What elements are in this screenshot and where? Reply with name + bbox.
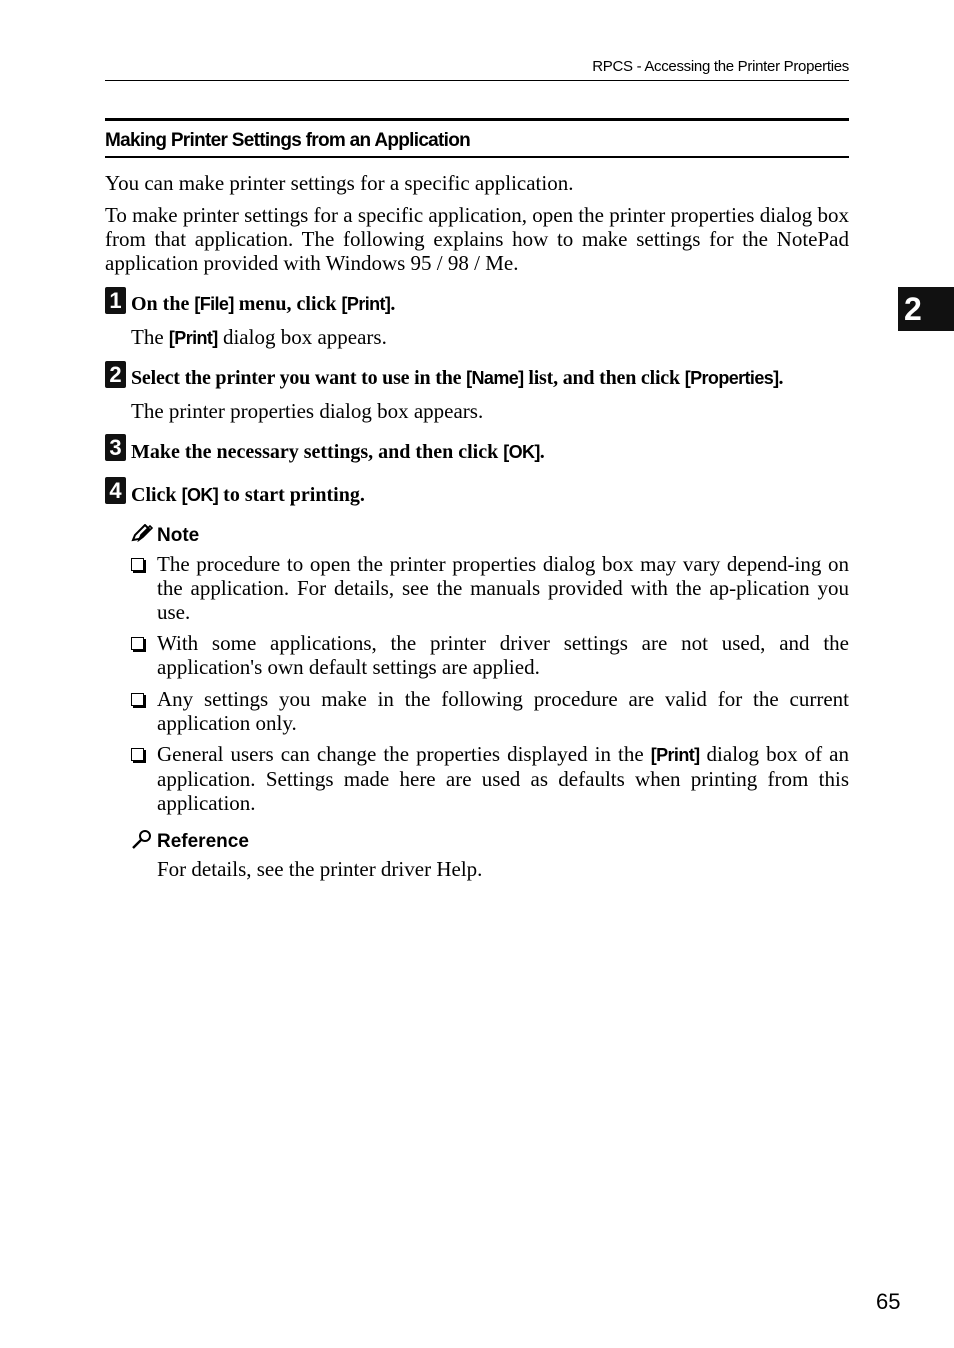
- intro-paragraph-2: To make printer settings for a specific application, open the printer properties dialog box from that application. The following explains how to make settings for the NotePad application provided with Windows 95 / 98 / Me.: [105, 203, 849, 275]
- chapter-tab: 2: [898, 287, 954, 331]
- checkbox-bullet-icon: [131, 558, 144, 571]
- pencil-icon: [131, 524, 153, 548]
- step-2-number: 2: [105, 361, 126, 388]
- step-1-number: 1: [105, 287, 126, 314]
- note-item-text: Any settings you make in the following procedure are valid for the current application only.: [157, 687, 849, 735]
- step-3-title: Make the necessary settings, and then click [OK].: [131, 441, 545, 463]
- step-3-number: 3: [105, 434, 126, 461]
- step-4-title: Click [OK] to start printing.: [131, 484, 365, 506]
- note-heading: [131, 524, 199, 548]
- checkbox-bullet-icon: [131, 693, 144, 706]
- reference-label: Reference: [157, 831, 249, 853]
- note-item-text: The procedure to open the printer properties dialog box may vary depend-ing on the application. For details, see the manuals provided with the ap-plication you use.: [157, 552, 849, 624]
- magnifier-icon: [131, 829, 153, 855]
- note-item-text: With some applications, the printer driver settings are not used, and the application's own default settings are applied.: [157, 631, 849, 679]
- page-number: 65: [876, 1289, 901, 1314]
- step-1-description: The [Print] dialog box appears.: [131, 325, 387, 349]
- reference-heading: [131, 829, 249, 853]
- step-4-number: 4: [105, 477, 126, 504]
- note-item: [131, 687, 849, 735]
- step-2-title: Select the printer you want to use in the [Name] list, and then click [Properties].: [131, 367, 784, 389]
- note-item: [131, 742, 849, 815]
- step-1-title: On the [File] menu, click [Print].: [131, 293, 396, 315]
- note-item: [131, 552, 849, 624]
- running-title: RPCS - Accessing the Printer Properties: [592, 58, 849, 75]
- note-label: Note: [157, 525, 200, 547]
- section-heading: [105, 118, 849, 158]
- running-header: [105, 56, 849, 81]
- reference-text: For details, see the printer driver Help.: [157, 857, 483, 881]
- checkbox-bullet-icon: [131, 748, 144, 761]
- checkbox-bullet-icon: [131, 637, 144, 650]
- section-title: Making Printer Settings from an Application: [105, 130, 471, 151]
- step-2-description: The printer properties dialog box appears.: [131, 399, 484, 423]
- note-item-text: General users can change the properties displayed in the [Print] dialog box of an application. Settings made here are used as defaults when printing from this application.: [157, 742, 849, 815]
- intro-paragraph-1: You can make printer settings for a specific application.: [105, 171, 574, 195]
- note-item: [131, 631, 849, 679]
